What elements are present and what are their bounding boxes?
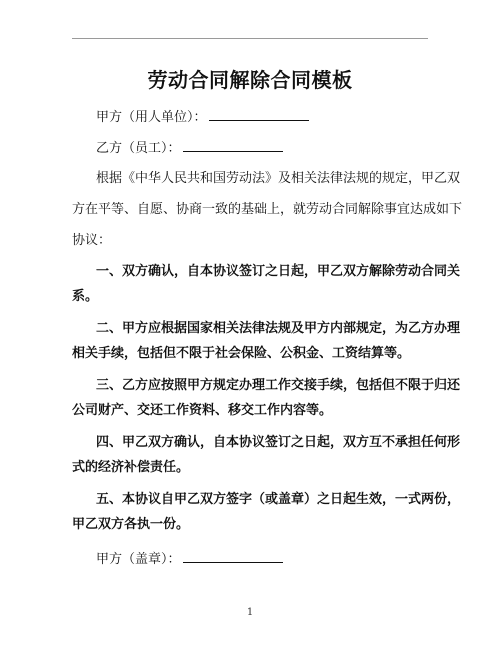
clause-5-line-2: 甲乙双方各执一份。 [72,517,190,532]
party-b-line [96,139,283,158]
preamble-line-1: 根据《中华人民共和国劳动法》及相关法律法规的规定，甲乙双 [96,171,461,186]
clause-3-line-1: 三、乙方应按照甲方规定办理工作交接手续，包括但不限于归还 [96,378,461,393]
clause-5-line-1: 五、本协议自甲乙双方签字（或盖章）之日起生效，一式两份， [96,492,461,507]
header-rule [72,38,428,39]
signature-a-blank[interactable] [183,550,283,563]
preamble-line-2: 方在平等、自愿、协商一致的基础上，就劳动合同解除事宜达成如下 [72,202,463,217]
preamble-line-3: 协议： [72,233,112,248]
party-b-blank[interactable] [183,139,283,152]
clause-2-line-2: 相关手续，包括但不限于社会保险、公积金、工资结算等。 [72,346,411,361]
clause-1-line-2: 系。 [72,289,99,304]
clause-4-line-1: 四、甲乙双方确认，自本协议签订之日起，双方互不承担任何形 [96,435,461,450]
document-title: 劳动合同解除合同模板 [147,68,353,92]
clause-4-line-2: 式的经济补偿责任。 [72,460,190,475]
party-a-line [96,108,309,127]
signature-a-line [96,550,283,569]
clause-1-line-1: 一、双方确认，自本协议签订之日起，甲乙双方解除劳动合同关 [96,264,461,279]
page-number: 1 [246,607,254,618]
party-a-blank[interactable] [209,108,309,121]
party-a-label: 甲方（用人单位）： [96,110,207,125]
signature-a-label: 甲方（盖章）： [96,552,181,567]
party-b-label: 乙方（员工）： [96,141,181,156]
clause-2-line-1: 二、甲方应根据国家相关法律法规及甲方内部规定，为乙方办理 [96,321,461,336]
clause-3-line-2: 公司财产、交还工作资料、移交工作内容等。 [72,403,333,418]
